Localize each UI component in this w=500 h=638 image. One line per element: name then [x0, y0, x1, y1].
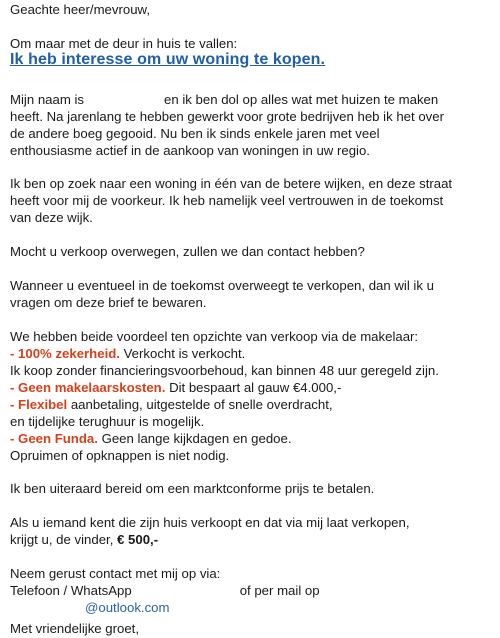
closing: Met vriendelijke groet,	[10, 621, 140, 636]
benefit-no-agent-fees-text: Dit bespaart al gauw €4.000,-	[165, 380, 342, 395]
paragraph-4-line-2: vragen om deze brief te bewaren.	[10, 295, 207, 310]
paragraph-1-line-4: enthousiasme actief in de aankoop van woningen in uw regio.	[10, 143, 370, 158]
name-continuation: en ik ben dol op alles wat met huizen te maken	[164, 92, 439, 107]
benefit-certainty-highlight: - 100% zekerheid.	[10, 346, 120, 361]
paragraph-8-line-1: Neem gerust contact met mij op via:	[10, 566, 221, 581]
paragraph-2-line-3: van deze wijk.	[10, 210, 93, 225]
paragraph-4-line-1: Wanneer u eventueel in de toekomst overweegt te verkopen, dan wil ik u	[10, 278, 434, 293]
benefit-flexible-highlight: - Flexibel	[10, 397, 68, 412]
paragraph-1-line-2: heeft. Na jarenlang te hebben gewerkt voor grote bedrijven heb ik het over	[10, 109, 444, 124]
name-label: Mijn naam is	[10, 92, 85, 107]
paragraph-5-line-1: We hebben beide voordeel ten opzichte van verkoop via de makelaar:	[10, 329, 419, 344]
phone-label: Telefoon / WhatsApp	[10, 583, 132, 598]
paragraph-8-line-2	[10, 583, 320, 599]
finder-fee: € 500,-	[117, 532, 159, 547]
paragraph-5-line-8: Opruimen of opknappen is niet nodig.	[10, 448, 230, 463]
paragraph-2-line-1: Ik ben op zoek naar een woning in één van de betere wijken, en deze straat	[10, 176, 453, 191]
salutation: Geachte heer/mevrouw,	[10, 2, 151, 17]
paragraph-2-line-2: heeft voor mij de voorkeur. Ik heb namelijk veel vertrouwen in de toekomst	[10, 193, 444, 208]
benefit-flexible-text: aanbetaling, uitgestelde of snelle overdracht,	[67, 397, 333, 412]
benefit-no-funda-highlight: - Geen Funda.	[10, 431, 98, 446]
paragraph-5-line-3: Ik koop zonder financieringsvoorbehoud, kan binnen 48 uur geregeld zijn.	[10, 363, 439, 378]
benefit-no-funda-text: Geen lange kijkdagen en gedoe.	[97, 431, 292, 446]
intro-line: Om maar met de deur in huis te vallen:	[10, 36, 238, 51]
paragraph-6: Ik ben uiteraard bereid om een marktconforme prijs te betalen.	[10, 481, 375, 496]
benefit-no-agent-fees-highlight: - Geen makelaarskosten.	[10, 380, 166, 395]
benefit-certainty	[10, 346, 245, 362]
email-line	[10, 600, 170, 616]
email-label: of per mail op	[239, 583, 320, 598]
paragraph-7-line-2	[10, 532, 158, 548]
paragraph-1-line-1	[10, 92, 438, 108]
finder-text: krijgt u, de vinder,	[10, 532, 114, 547]
paragraph-3: Mocht u verkoop overwegen, zullen we dan contact hebben?	[10, 244, 365, 259]
headline: Ik heb interesse om uw woning te kopen.	[10, 51, 326, 68]
paragraph-1-line-3: de andere boeg gegooid. Nu ben ik sinds enkele jaren met veel	[10, 126, 380, 141]
paragraph-5-line-6: en tijdelijke terughuur is mogelijk.	[10, 414, 205, 429]
benefit-flexible	[10, 397, 333, 413]
benefit-certainty-text: Verkocht is verkocht.	[119, 346, 246, 361]
email-domain: @outlook.com	[85, 600, 170, 615]
benefit-no-agent-fees	[10, 380, 341, 396]
benefit-no-funda	[10, 431, 292, 447]
paragraph-7-line-1: Als u iemand kent die zijn huis verkoopt en dat via mij laat verkopen,	[10, 515, 410, 530]
